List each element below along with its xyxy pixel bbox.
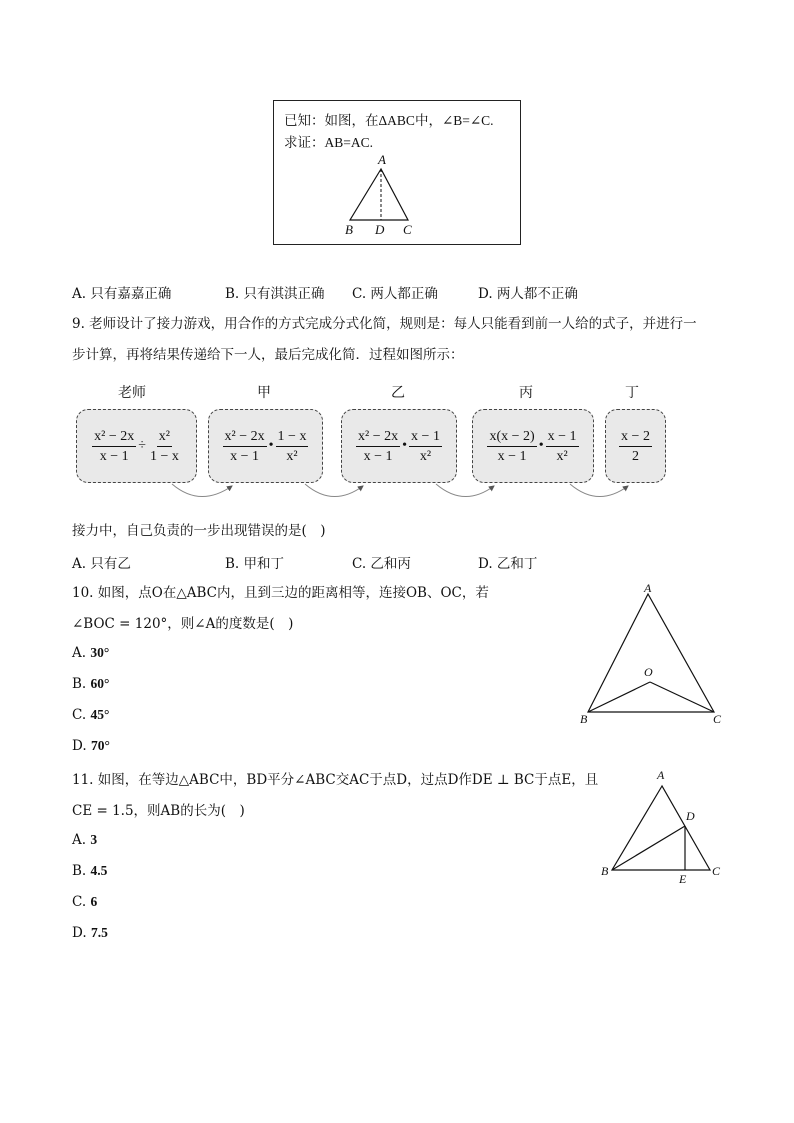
q11-option-b <box>72 863 107 879</box>
q11-label-a: A <box>657 768 665 782</box>
relay-arrows <box>0 470 794 510</box>
card0-a-num: x² − 2x <box>92 428 136 447</box>
q10-option-a-value: 30° <box>90 645 110 660</box>
triangle-abd-figure <box>274 101 522 246</box>
q11-option-d-letter: D. <box>72 925 87 941</box>
q10-option-a-letter: A. <box>72 645 87 661</box>
proof-label-c: C <box>403 222 412 237</box>
q11-label-c: C <box>712 864 721 878</box>
q10-label-b: B <box>580 712 588 726</box>
q10-option-c <box>72 707 109 723</box>
card3-b-num: x − 1 <box>546 428 579 447</box>
q10-label-o: O <box>644 665 653 679</box>
q10-option-b-letter: B. <box>72 676 87 692</box>
q11-option-d <box>72 925 108 941</box>
arrow-icon <box>305 484 363 497</box>
arrow-icon <box>172 484 232 497</box>
q10-option-b-value: 60° <box>90 676 110 691</box>
card1-op: • <box>268 438 274 453</box>
role-ding: 丁 <box>625 385 639 401</box>
q8-option-a: A. 只有嘉嘉正确 <box>72 286 172 302</box>
q10-option-a <box>72 645 109 661</box>
q11-option-c-value: 6 <box>90 894 98 909</box>
q11-label-d: D <box>686 809 695 823</box>
q10-label-c: C <box>713 712 722 726</box>
role-jia: 甲 <box>257 385 271 401</box>
card3-b-den: x² <box>556 448 568 464</box>
q11-stem-line1: 11. 如图，在等边△ABC中，BD平分∠ABC交AC于点D，过点D作DE ⊥ BC于点E，且 <box>72 772 599 788</box>
q11-option-c-letter: C. <box>72 894 87 910</box>
card3-a-den: x − 1 <box>497 448 527 464</box>
card2-a-num: x² − 2x <box>356 428 400 447</box>
proof-prove: 求证：AB=AC. <box>284 135 373 150</box>
card3-op: • <box>538 438 544 453</box>
q11-option-b-value: 4.5 <box>90 863 108 878</box>
q11-option-d-value: 7.5 <box>90 925 108 940</box>
q11-option-c <box>72 894 97 910</box>
q9-question: 接力中，自己负责的一步出现错误的是( ) <box>72 523 326 539</box>
proof-given: 已知：如图，在ΔABC中，∠B=∠C. <box>284 113 494 128</box>
card1-a-den: x − 1 <box>230 448 260 464</box>
proof-label-b: B <box>345 222 353 237</box>
q10-option-c-value: 45° <box>90 707 110 722</box>
card0-a-den: x − 1 <box>99 448 129 464</box>
card2-b-num: x − 1 <box>409 428 442 447</box>
q10-option-b <box>72 676 109 692</box>
q11-label-b: B <box>601 864 609 878</box>
role-bing: 丙 <box>519 385 533 401</box>
card4-den: 2 <box>632 448 639 464</box>
card0-op: ÷ <box>138 438 146 453</box>
proof-label-d: D <box>375 222 385 237</box>
q9-stem-line1: 9. 老师设计了接力游戏，用合作的方式完成分式化简，规则是：每人只能看到前一人给的式子，并进行一 <box>72 316 697 332</box>
arrow-icon <box>436 484 494 497</box>
card2-op: • <box>402 438 408 453</box>
q8-option-d: D. 两人都不正确 <box>478 286 578 302</box>
card2-a-den: x − 1 <box>363 448 393 464</box>
q11-stem-line2: CE = 1.5，则AB的长为( ) <box>72 803 245 819</box>
q10-stem-line2: ∠BOC = 120°，则∠A的度数是( ) <box>72 616 294 632</box>
card3-a-num: x(x − 2) <box>487 428 536 447</box>
q11-triangle-figure <box>600 778 720 878</box>
q9-option-d: D. 乙和丁 <box>478 556 538 572</box>
q9-option-a: A. 只有乙 <box>72 556 131 572</box>
q10-triangle-figure <box>578 582 728 732</box>
q9-stem-line2: 步计算，再将结果传递给下一人，最后完成化简．过程如图所示： <box>72 347 464 363</box>
proof-label-a: A <box>378 152 386 167</box>
q8-option-b: B. 只有淇淇正确 <box>225 286 325 302</box>
card1-a-num: x² − 2x <box>223 428 267 447</box>
q10-option-d-letter: D. <box>72 738 87 754</box>
role-yi: 乙 <box>391 385 405 401</box>
card1-b-num: 1 − x <box>276 428 309 447</box>
q10-stem-line1: 10. 如图，点O在△ABC内，且到三边的距离相等，连接OB、OC，若 <box>72 585 489 601</box>
q11-option-a <box>72 832 97 848</box>
q10-option-d <box>72 738 110 754</box>
q9-option-b: B. 甲和丁 <box>225 556 285 572</box>
card1-b-den: x² <box>286 448 298 464</box>
q10-option-c-letter: C. <box>72 707 87 723</box>
q9-option-c: C. 乙和丙 <box>352 556 411 572</box>
arrow-icon <box>570 484 628 497</box>
q11-option-b-letter: B. <box>72 863 87 879</box>
q10-option-d-value: 70° <box>90 738 110 753</box>
q11-label-e: E <box>679 872 687 886</box>
card4-num: x − 2 <box>619 428 652 447</box>
card0-b-num: x² <box>157 428 172 447</box>
proof-box <box>273 100 521 245</box>
role-teacher: 老师 <box>118 385 146 401</box>
q8-option-c: C. 两人都正确 <box>352 286 438 302</box>
q11-option-a-value: 3 <box>90 832 98 847</box>
card0-b-den: 1 − x <box>149 448 179 464</box>
q11-option-a-letter: A. <box>72 832 87 848</box>
card2-b-den: x² <box>419 448 432 464</box>
q10-label-a: A <box>644 581 652 595</box>
